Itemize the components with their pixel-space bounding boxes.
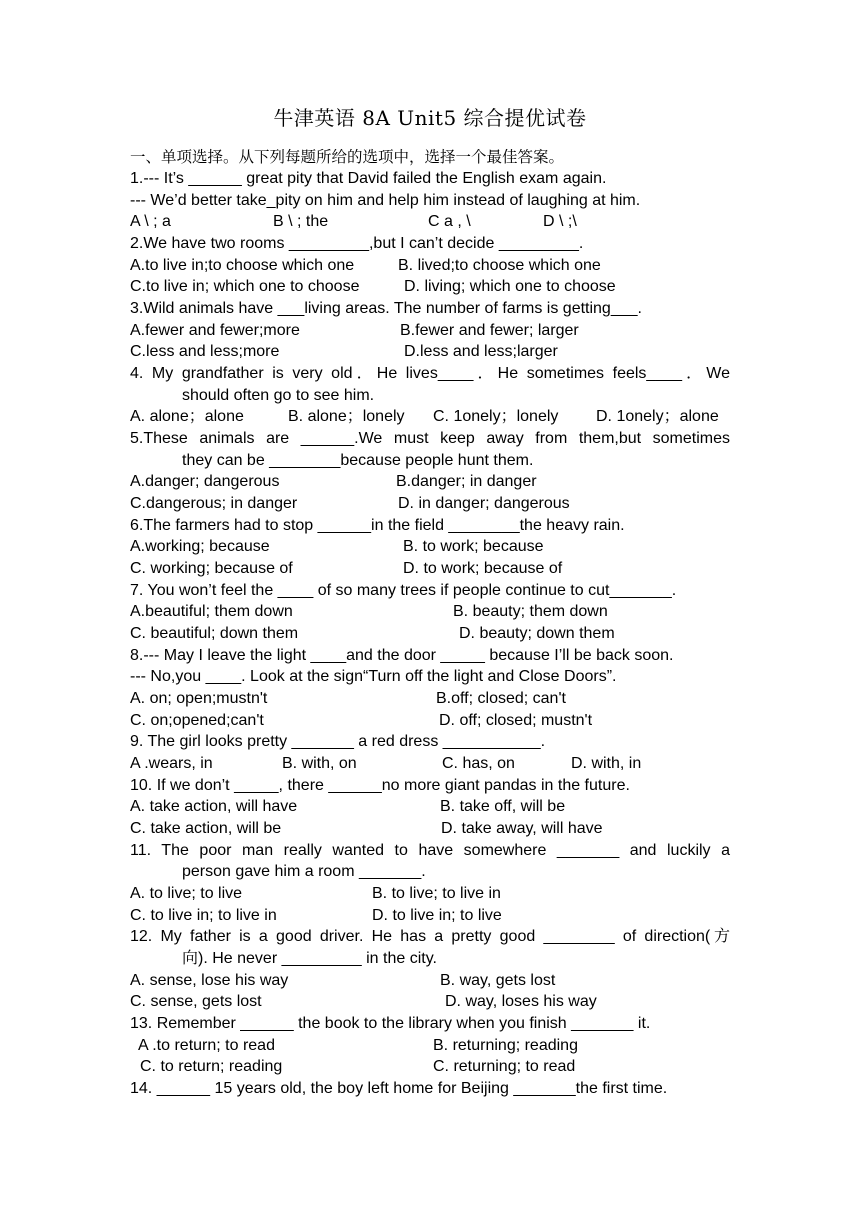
question-11-line-2: person gave him a room _______. [182, 863, 426, 880]
question-7-options-cd [130, 623, 730, 645]
option-d: D. to work; because of [403, 560, 563, 577]
question-11-options-cd [130, 905, 730, 927]
question-9-options [130, 753, 730, 775]
question-6-options-cd [130, 558, 730, 580]
question-5-line-1: 5.These animals are ______.We must keep away from them,but sometimes [130, 430, 730, 447]
option-b: B.off; closed; can't [436, 690, 566, 707]
option-d: D. way, loses his way [445, 993, 597, 1010]
option-a: A.to live in;to choose which one [130, 257, 355, 274]
option-a: A .wears, in [130, 755, 213, 772]
option-d: D. take away, will have [441, 820, 603, 837]
option-b: B. way, gets lost [440, 972, 556, 989]
question-7-options-ab [130, 601, 730, 623]
question-9-line-1: 9. The girl looks pretty _______ a red dress ___________. [130, 733, 546, 750]
question-8-line-1: 8.--- May I leave the light ____and the door _____ because I’ll be back soon. [130, 647, 674, 664]
option-b: B. beauty; them down [453, 603, 608, 620]
question-5-options-cd [130, 493, 730, 515]
option-d: D. with, in [571, 755, 642, 772]
question-5-options-ab [130, 471, 730, 493]
option-d: D \ ;\ [543, 213, 577, 230]
question-13-options-cd [130, 1056, 730, 1078]
option-b: B.danger; in danger [396, 473, 537, 490]
question-12-line-1: 12. My father is a good driver. He has a pretty good ________ of direction(方 [130, 928, 730, 945]
question-1-options [130, 211, 730, 233]
question-3-options-ab [130, 320, 730, 342]
question-11-line-1: 11. The poor man really wanted to have somewhere _______ and luckily a [130, 842, 730, 859]
question-10-options-cd [130, 818, 730, 840]
option-b: B. take off, will be [440, 798, 566, 815]
option-a: A.fewer and fewer;more [130, 322, 300, 339]
question-1-line-1: 1.--- It’s ______ great pity that David failed the English exam again. [130, 170, 607, 187]
option-c: C.dangerous; in danger [130, 495, 298, 512]
option-a: A. take action, will have [130, 798, 298, 815]
question-12-options-cd [130, 991, 730, 1013]
option-b: B. returning; reading [433, 1037, 578, 1054]
option-d: D. living; which one to choose [404, 278, 616, 295]
question-2-options-cd [130, 276, 730, 298]
exam-title: 牛津英语 8A Unit5 综合提优试卷 [273, 106, 587, 130]
question-8-options-ab [130, 688, 730, 710]
option-b: B. to work; because [403, 538, 544, 555]
option-a: A. on; open;mustn't [130, 690, 268, 707]
option-b: B. with, on [282, 755, 357, 772]
option-d: D.less and less;larger [404, 343, 558, 360]
option-c: C. sense, gets lost [130, 993, 262, 1010]
question-8-line-2: --- No,you ____. Look at the sign“Turn off the light and Close Doors”. [130, 668, 617, 685]
question-2-line-1: 2.We have two rooms _________,but I can’t decide _________. [130, 235, 584, 252]
question-12-line-2: 向). He never _________ in the city. [182, 950, 437, 967]
option-a: A.danger; dangerous [130, 473, 280, 490]
option-d: D. off; closed; mustn't [439, 712, 593, 729]
option-c: C.less and less;more [130, 343, 280, 360]
option-c: C. take action, will be [130, 820, 282, 837]
option-c: C. to return; reading [140, 1058, 283, 1075]
option-d: D. beauty; down them [459, 625, 615, 642]
question-3-options-cd [130, 341, 730, 363]
section-heading: 一、单项选择。从下列每题所给的选项中，选择一个最佳答案。 [130, 148, 565, 166]
option-c: C. has, on [442, 755, 515, 772]
question-14-line-1: 14. ______ 15 years old, the boy left home for Beijing _______the first time. [130, 1080, 668, 1097]
question-8-options-cd [130, 710, 730, 732]
option-a: A. sense, lose his way [130, 972, 289, 989]
question-7-line-1: 7. You won’t feel the ____ of so many trees if people continue to cut_______. [130, 582, 677, 599]
option-d: C. returning; to read [433, 1058, 576, 1075]
option-c: C. to live in; to live in [130, 907, 277, 924]
question-1-line-2: --- We’d better take_pity on him and help him instead of laughing at him. [130, 192, 641, 209]
question-10-line-1: 10. If we don’t _____, there ______no more giant pandas in the future. [130, 777, 630, 794]
option-c: C.to live in; which one to choose [130, 278, 360, 295]
option-c: C. working; because of [130, 560, 293, 577]
option-c: C. 1onely；lonely [433, 408, 559, 425]
option-c: C. beautiful; down them [130, 625, 299, 642]
question-3-line-1: 3.Wild animals have ___living areas. The number of farms is getting___. [130, 300, 642, 317]
option-b: B. lived;to choose which one [398, 257, 601, 274]
question-4-options [130, 406, 730, 428]
option-d: D. in danger; dangerous [398, 495, 570, 512]
option-a: A.beautiful; them down [130, 603, 293, 620]
option-b: B. to live; to live in [372, 885, 501, 902]
option-b: B.fewer and fewer; larger [400, 322, 579, 339]
question-12-options-ab [130, 970, 730, 992]
option-c: C a , \ [428, 213, 471, 230]
option-b: B. alone；lonely [288, 408, 405, 425]
option-a: A \ ; a [130, 213, 171, 230]
question-13-options-ab [130, 1035, 730, 1057]
option-b: B \ ; the [273, 213, 329, 230]
question-11-options-ab [130, 883, 730, 905]
question-5-line-2: they can be ________because people hunt them. [182, 452, 534, 469]
question-4-line-2: should often go to see him. [182, 387, 375, 404]
question-2-options-ab [130, 255, 730, 277]
option-a: A. alone；alone [130, 408, 244, 425]
option-a: A .to return; to read [138, 1037, 275, 1054]
option-c: C. on;opened;can't [130, 712, 264, 729]
option-d: D. to live in; to live [372, 907, 502, 924]
question-13-line-1: 13. Remember ______ the book to the library when you finish _______ it. [130, 1015, 651, 1032]
question-10-options-ab [130, 796, 730, 818]
option-d: D. 1onely；alone [596, 408, 719, 425]
option-a: A.working; because [130, 538, 270, 555]
question-6-options-ab [130, 536, 730, 558]
option-a: A. to live; to live [130, 885, 243, 902]
question-6-line-1: 6.The farmers had to stop ______in the field ________the heavy rain. [130, 517, 625, 534]
question-4-line-1: 4. My grandfather is very old．He lives____．He sometimes feels____．We [130, 365, 730, 382]
